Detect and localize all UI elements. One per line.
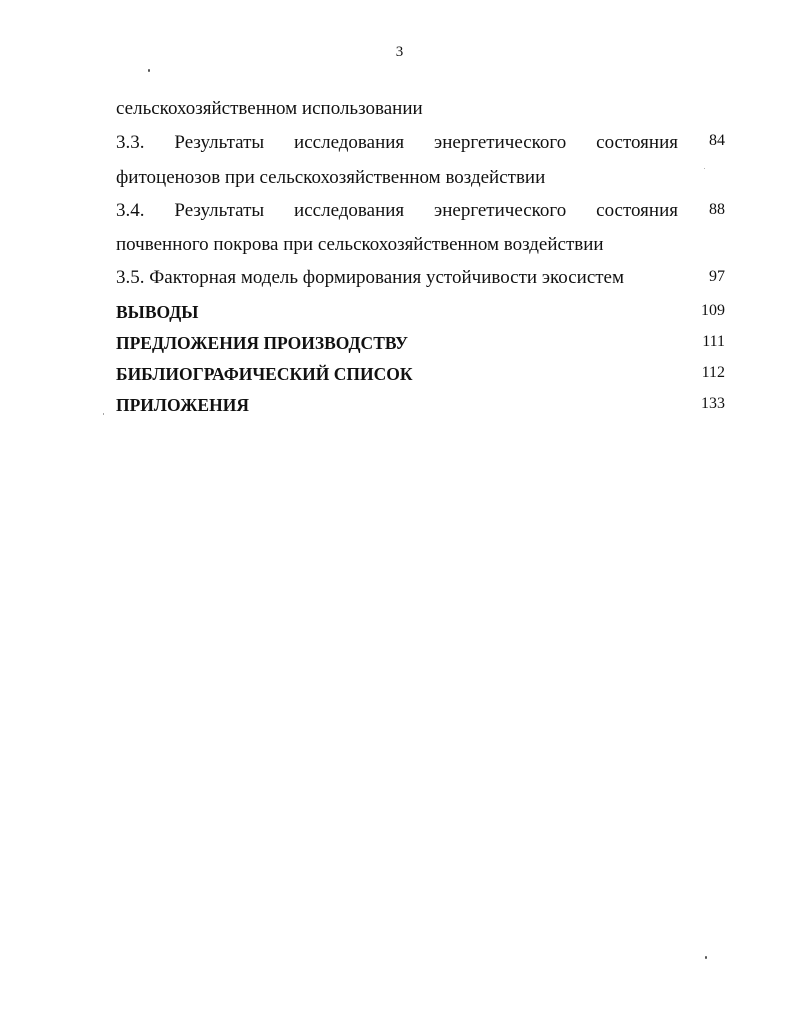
toc-line-10: ПРИЛОЖЕНИЯ bbox=[116, 395, 249, 415]
toc-page-6: 97 bbox=[709, 268, 725, 285]
toc-line-7: ВЫВОДЫ bbox=[116, 302, 199, 322]
page-number: 3 bbox=[395, 44, 404, 60]
toc-page-9: 112 bbox=[701, 364, 725, 381]
toc-page-8: 111 bbox=[702, 333, 725, 350]
toc-line-4: 3.4. Результаты исследования энергетического состояния bbox=[116, 200, 678, 221]
toc-line-3: фитоценозов при сельскохозяйственном воздействии bbox=[116, 167, 546, 188]
scan-speck bbox=[705, 956, 707, 959]
toc-line-1: сельскохозяйственном использовании bbox=[116, 98, 423, 119]
toc-page-7: 109 bbox=[701, 302, 725, 319]
toc-page-4: 88 bbox=[709, 201, 725, 218]
toc-page-2: 84 bbox=[709, 132, 725, 149]
toc-line-2: 3.3. Результаты исследования энергетического состояния bbox=[116, 132, 678, 153]
toc-line-5: почвенного покрова при сельскохозяйственном воздействии bbox=[116, 234, 604, 255]
toc-line-9: БИБЛИОГРАФИЧЕСКИЙ СПИСОК bbox=[116, 364, 413, 384]
toc-line-8: ПРЕДЛОЖЕНИЯ ПРОИЗВОДСТВУ bbox=[116, 333, 408, 353]
toc-page-10: 133 bbox=[701, 395, 725, 412]
scan-speck bbox=[103, 413, 104, 415]
toc-line-6: 3.5. Факторная модель формирования устойчивости экосистем bbox=[116, 267, 625, 288]
scan-speck bbox=[704, 168, 705, 169]
scan-speck bbox=[148, 69, 150, 72]
